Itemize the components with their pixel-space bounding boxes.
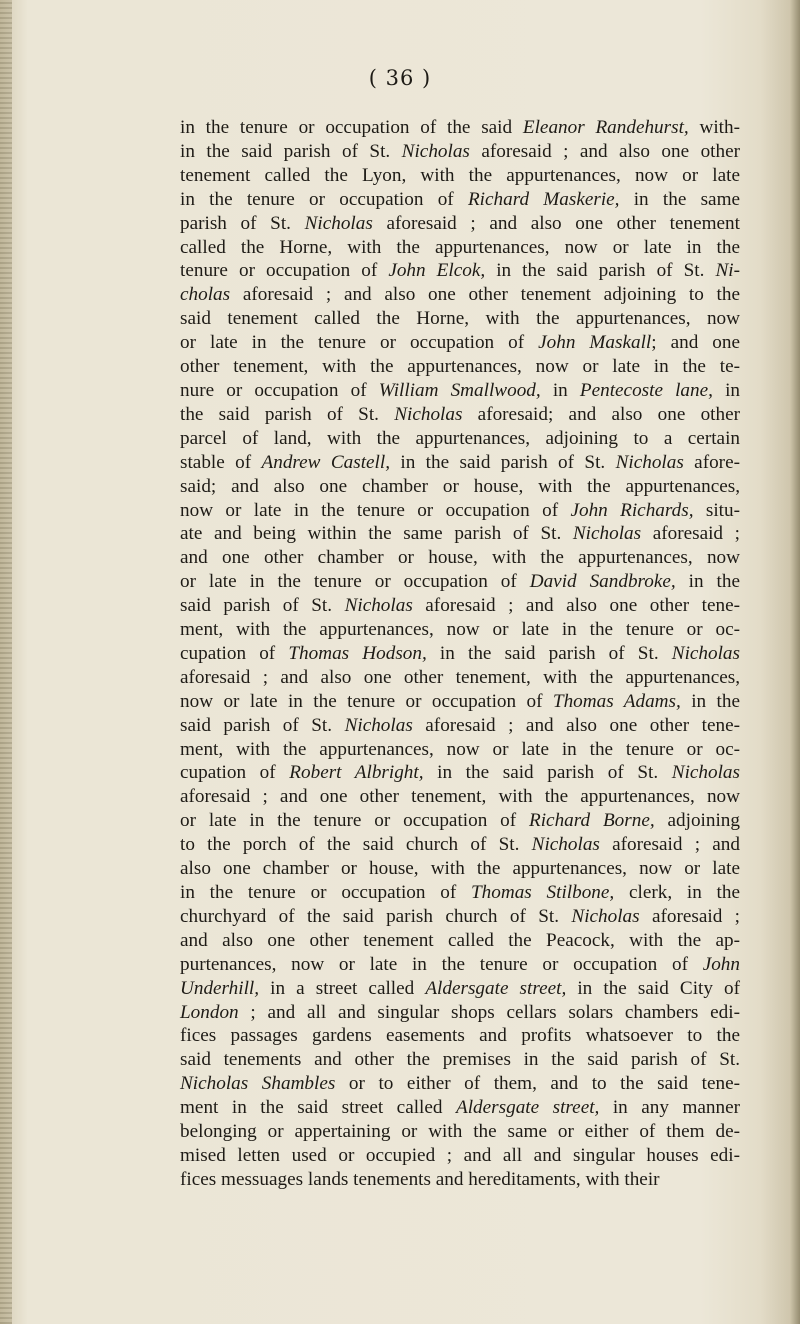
text-line [180,594,740,618]
text-run: in the tenure or occupation of [180,882,471,903]
text-run: stable of [180,451,262,473]
text-run: aforesaid ; and also one other tenement [372,212,740,234]
text-run: ; and all and singular shops cellars solars chambers edi- [238,1001,740,1023]
italic-name: London [180,1001,239,1023]
text-line [180,1072,740,1096]
text-line [180,1120,740,1144]
body-text [180,116,740,1192]
text-run: ment in the said street called [180,1097,456,1119]
italic-name: Nicholas [671,642,740,664]
italic-name: Pentecoste lane, [579,379,713,401]
text-line [180,1024,740,1048]
text-line [180,427,740,451]
italic-name: William Smallwood, [378,379,541,401]
text-run: now or late in the tenure or occupation of [180,690,553,712]
text-run: parcel of land, with the appurtenances, adjoining to a certain [180,427,740,449]
text-run: in the same [619,188,741,210]
text-run: purtenances, now or late in the tenure or occupation of [180,953,703,975]
text-run: aforesaid ; and also one other tenement adjoining to the [230,284,740,306]
text-run: nure or occupation of [180,379,379,401]
text-run: to the porch of the said church of St. [180,834,532,856]
italic-name: Nicholas [344,595,413,617]
text-line [180,714,740,738]
text-line [180,188,740,212]
text-line [180,857,740,881]
text-run: tenement called the Lyon, with the appurtenances, now or late [180,164,740,186]
text-line [180,929,740,953]
italic-name: Nicholas [304,212,373,234]
text-run: fices passages gardens easements and profits whatsoever to the [180,1025,740,1047]
text-run: said parish of St. [180,595,345,617]
text-line [180,690,740,714]
text-run: cupation of [180,642,289,664]
page-gutter-shadow [0,0,12,1324]
text-run: in the [680,690,740,712]
italic-name: Nicholas [344,714,413,736]
text-run: with- [688,117,740,138]
text-line [180,881,740,905]
text-run: aforesaid ; and [599,834,740,856]
text-line [180,379,740,403]
text-run: ment, with the appurtenances, now or late in the tenure or oc- [180,619,740,641]
text-line [180,618,740,642]
italic-name: Ni- [715,260,740,282]
text-run: in the said parish of St. [426,642,672,664]
text-line [180,1096,740,1120]
text-run: in [712,379,740,401]
text-run: aforesaid ; and also one other tene- [412,714,740,736]
text-run: adjoining [654,810,740,832]
text-line [180,140,740,164]
text-line [180,236,740,260]
text-run: or late in the tenure or occupation of [180,332,539,354]
text-run: in the said parish of St. [180,140,402,162]
text-run: said tenements and other the premises in the said parish of St. [180,1049,740,1071]
text-run: aforesaid; and also one other [462,403,740,425]
text-run: in the tenure or occupation of [180,188,468,210]
italic-name: John [702,953,740,975]
text-line [180,809,740,833]
text-line [180,116,740,140]
text-line [180,905,740,929]
text-line [180,761,740,785]
text-line [180,1001,740,1025]
text-run: aforesaid ; and also one other [469,140,741,162]
text-run: ment, with the appurtenances, now or late in the tenure or oc- [180,738,740,760]
text-run: now or late in the tenure or occupation of [180,499,571,521]
text-run: or late in the tenure or occupation of [180,810,529,832]
text-run: called the Horne, with the appurtenances, now or late in the [180,236,740,258]
italic-name: Nicholas [401,140,470,162]
text-run: in the said parish of St. [485,260,716,282]
italic-name: Thomas Stilbone, [471,882,615,903]
italic-name: Robert Albright, [289,762,424,784]
italic-name: Nicholas [615,451,684,473]
text-line [180,259,740,283]
text-run: and one other chamber or house, with the appurtenances, now [180,547,740,569]
italic-name: Nicholas Shambles [180,1073,336,1095]
text-run: belonging or appertaining or with the same or either of them de- [180,1121,740,1143]
text-run: in any manner [599,1097,741,1119]
text-run: or to either of them, and to the said tene- [335,1073,740,1095]
text-run: cupation of [180,762,290,784]
text-run: mised letten used or occupied ; and all and singular houses edi- [180,1144,740,1166]
italic-name: Underhill, [180,977,260,999]
text-run: said; and also one chamber or house, with the appurtenances, [180,475,740,497]
text-run: in the [675,571,740,593]
text-run: situ- [693,499,740,521]
text-line [180,546,740,570]
text-line [180,1048,740,1072]
italic-name: cholas [180,284,231,306]
text-line [180,738,740,762]
text-run: ate and being within the same parish of St. [180,523,573,545]
text-line [180,785,740,809]
italic-name: Aldersgate street, [425,977,567,999]
text-run: aforesaid ; and also one other tene- [412,595,740,617]
text-run: churchyard of the said parish church of St. [180,905,572,927]
text-run: tenure or occupation of [180,260,389,282]
text-line [180,1144,740,1168]
text-run: and also one other tenement called the Peacock, with the ap- [180,929,740,951]
text-run: aforesaid ; and also one other tenement, with the appurtenances, [180,666,740,688]
text-run: fices messuages lands tenements and hereditaments, with their [180,1168,660,1190]
text-run: in the said parish of St. [390,451,616,473]
italic-name: Nicholas [394,403,463,425]
italic-name: Richard Maskerie, [467,188,620,210]
text-run: in the tenure or occupation of the said [180,117,523,138]
italic-name: Eleanor Randehurst, [522,117,689,138]
page-edge-shadow [790,0,800,1324]
text-line [180,475,740,499]
text-run: ; and one [651,332,740,354]
text-line [180,570,740,594]
text-line [180,331,740,355]
text-line [180,977,740,1001]
text-run: the said parish of St. [180,403,395,425]
text-run: clerk, in the [614,882,740,903]
text-run: aforesaid ; [639,905,740,927]
italic-name: Richard Borne, [529,810,655,832]
italic-name: Nicholas [531,834,600,856]
text-run: aforesaid ; [641,523,740,545]
text-run: aforesaid ; and one other tenement, with the appurtenances, now [180,786,740,808]
text-line [180,451,740,475]
text-line [180,403,740,427]
text-line [180,307,740,331]
text-line [180,522,740,546]
italic-name: John Richards, [570,499,694,521]
text-run: in the said parish of St. [423,762,672,784]
page-number-header: ( 36 ) [368,66,432,90]
text-run: in the said City of [566,977,741,999]
text-line [180,499,740,523]
italic-name: John Maskall [538,332,652,354]
italic-name: Nicholas [571,905,640,927]
text-line [180,283,740,307]
italic-name: David Sandbroke, [529,571,676,593]
text-run: or late in the tenure or occupation of [180,571,530,593]
text-line [180,355,740,379]
italic-name: John Elcok, [388,260,486,282]
italic-name: Nicholas [572,523,642,545]
italic-name: Aldersgate street, [456,1097,600,1119]
text-line [180,953,740,977]
text-run: said parish of St. [180,714,345,736]
text-run: afore- [683,451,740,473]
text-line [180,642,740,666]
italic-name: Thomas Hodson, [288,642,427,664]
italic-name: Thomas Adams, [552,690,681,712]
text-run: said tenement called the Horne, with the appurtenances, now [180,308,740,330]
italic-name: Nicholas [671,762,740,784]
text-line [180,164,740,188]
text-line [180,666,740,690]
text-line [180,212,740,236]
text-line [180,833,740,857]
text-run: in a street called [259,977,426,999]
text-run: also one chamber or house, with the appurtenances, now or late [180,858,740,880]
italic-name: Andrew Castell, [261,451,391,473]
text-run: other tenement, with the appurtenances, now or late in the te- [180,356,740,378]
text-run: parish of St. [180,212,305,234]
text-line [180,1168,740,1192]
text-run: in [540,379,580,401]
